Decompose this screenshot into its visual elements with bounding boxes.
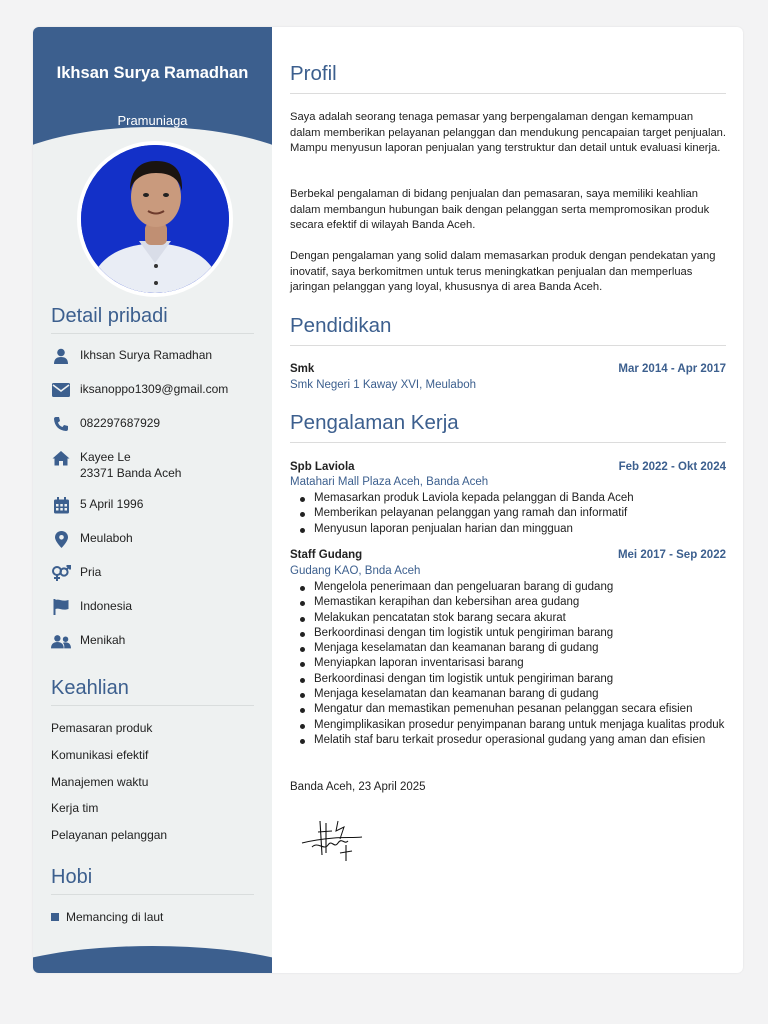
personal-item-phone: 082297687929 xyxy=(51,415,261,433)
education-heading: Pendidikan xyxy=(290,314,726,346)
gender-icon xyxy=(51,564,71,582)
map-pin-icon xyxy=(51,530,71,548)
profile-heading: Profil xyxy=(290,62,726,94)
personal-item-birthdate: 5 April 1996 xyxy=(51,496,261,514)
personal-item-email: iksanoppo1309@gmail.com xyxy=(51,381,261,399)
calendar-icon xyxy=(51,496,71,514)
list-item: Memastikan kerapihan dan kebersihan area gudang xyxy=(314,595,743,610)
list-item: Berkoordinasi dengan tim logistik untuk pengiriman barang xyxy=(314,626,743,641)
main-content xyxy=(290,27,726,973)
experience-heading: Pengalaman Kerja xyxy=(290,411,726,443)
phone-icon xyxy=(51,415,71,433)
resume-page xyxy=(33,27,743,973)
personal-item-address: Kayee Le 23371 Banda Aceh xyxy=(51,449,261,481)
list-item: Berkoordinasi dengan tim logistik untuk pengiriman barang xyxy=(314,672,743,687)
profile-paragraph: Dengan pengalaman yang solid dalam memasarkan produk dengan pendekatan yang inovatif, saya berkomitmen untuk terus meningkatkan penjualan dan memperluas jaringan pelanggan yang loyal, khususnya di area Banda Aceh. xyxy=(290,250,716,293)
list-item: Memberikan pelayanan pelanggan yang ramah dan informatif xyxy=(314,506,743,521)
skills-heading: Keahlian xyxy=(51,677,254,706)
job-duties-list xyxy=(290,491,743,537)
personal-item-name: Ikhsan Surya Ramadhan xyxy=(51,347,261,365)
skill-item: Komunikasi efektif xyxy=(51,748,149,762)
job-place: Matahari Mall Plaza Aceh, Banda Aceh xyxy=(290,476,489,488)
home-icon xyxy=(51,449,71,467)
skill-item: Manajemen waktu xyxy=(51,775,149,789)
list-item: Menjaga keselamatan dan keamanan barang di gudang xyxy=(314,641,743,656)
sidebar-footer-band xyxy=(33,946,272,973)
personal-item-nationality: Indonesia xyxy=(51,598,261,616)
profile-paragraph: Saya adalah seorang tenaga pemasar yang berpengalaman dengan kemampuan dalam memberikan pelayanan pelanggan dan mendukung pencapaian target penjualan. Mampu menyusun laporan penjualan yang terstruktur dan detail untuk evaluasi kinerja. xyxy=(290,111,727,154)
list-item: Menjaga keselamatan dan keamanan barang di gudang xyxy=(314,687,743,702)
sidebar xyxy=(33,27,272,973)
skill-item: Kerja tim xyxy=(51,801,99,815)
job-position: Spb Laviola xyxy=(290,461,355,473)
hobbies-heading: Hobi xyxy=(51,866,254,895)
job-date: Feb 2022 - Okt 2024 xyxy=(618,461,726,473)
square-bullet-icon xyxy=(51,913,59,921)
profile-paragraph: Berbekal pengalaman di bidang penjualan dan pemasaran, saya memiliki keahlian dalam membangun hubungan baik dengan pelanggan serta mempromosikan produk secara efektif di wilayah Banda Aceh. xyxy=(290,188,710,231)
personal-details-heading: Detail pribadi xyxy=(51,305,254,334)
job-date: Mei 2017 - Sep 2022 xyxy=(617,549,726,561)
envelope-icon xyxy=(51,381,71,399)
list-item: Melatih staf baru terkait prosedur operasional gudang yang aman dan efisien xyxy=(314,733,743,748)
job-position: Staff Gudang xyxy=(290,549,363,561)
list-item: Menyusun laporan penjualan harian dan mingguan xyxy=(314,522,743,537)
personal-item-marital-status: Menikah xyxy=(51,632,261,650)
personal-item-gender: Pria xyxy=(51,564,261,582)
candidate-role: Pramuniaga xyxy=(117,113,188,128)
hobby-item: Memancing di laut xyxy=(51,910,163,924)
personal-item-birthplace: Meulaboh xyxy=(51,530,261,548)
place-date: Banda Aceh, 23 April 2025 xyxy=(290,781,426,793)
list-item: Mengatur dan memastikan pemenuhan pesanan pelanggan secara efisien xyxy=(314,702,743,717)
skill-item: Pelayanan pelanggan xyxy=(51,828,168,842)
list-item: Menyiapkan laporan inventarisasi barang xyxy=(314,656,743,671)
job-duties-list xyxy=(290,580,743,748)
signature xyxy=(300,817,366,870)
job-place: Gudang KAO, Bnda Aceh xyxy=(290,565,421,577)
list-item: Memasarkan produk Laviola kepada pelanggan di Banda Aceh xyxy=(314,491,743,506)
education-degree: Smk xyxy=(290,363,315,375)
user-icon xyxy=(51,347,71,365)
skill-item: Pemasaran produk xyxy=(51,721,153,735)
list-item: Mengelola penerimaan dan pengeluaran barang di gudang xyxy=(314,580,743,595)
list-item: Mengimplikasikan prosedur penyimpanan barang untuk menjaga kualitas produk xyxy=(314,718,743,733)
flag-icon xyxy=(51,598,71,616)
candidate-name: Ikhsan Surya Ramadhan xyxy=(56,64,249,82)
education-date: Mar 2014 - Apr 2017 xyxy=(618,363,726,375)
list-item: Melakukan pencatatan stok barang secara akurat xyxy=(314,611,743,626)
education-school: Smk Negeri 1 Kaway XVI, Meulaboh xyxy=(290,379,477,391)
users-icon xyxy=(51,632,71,650)
profile-photo xyxy=(77,141,233,297)
